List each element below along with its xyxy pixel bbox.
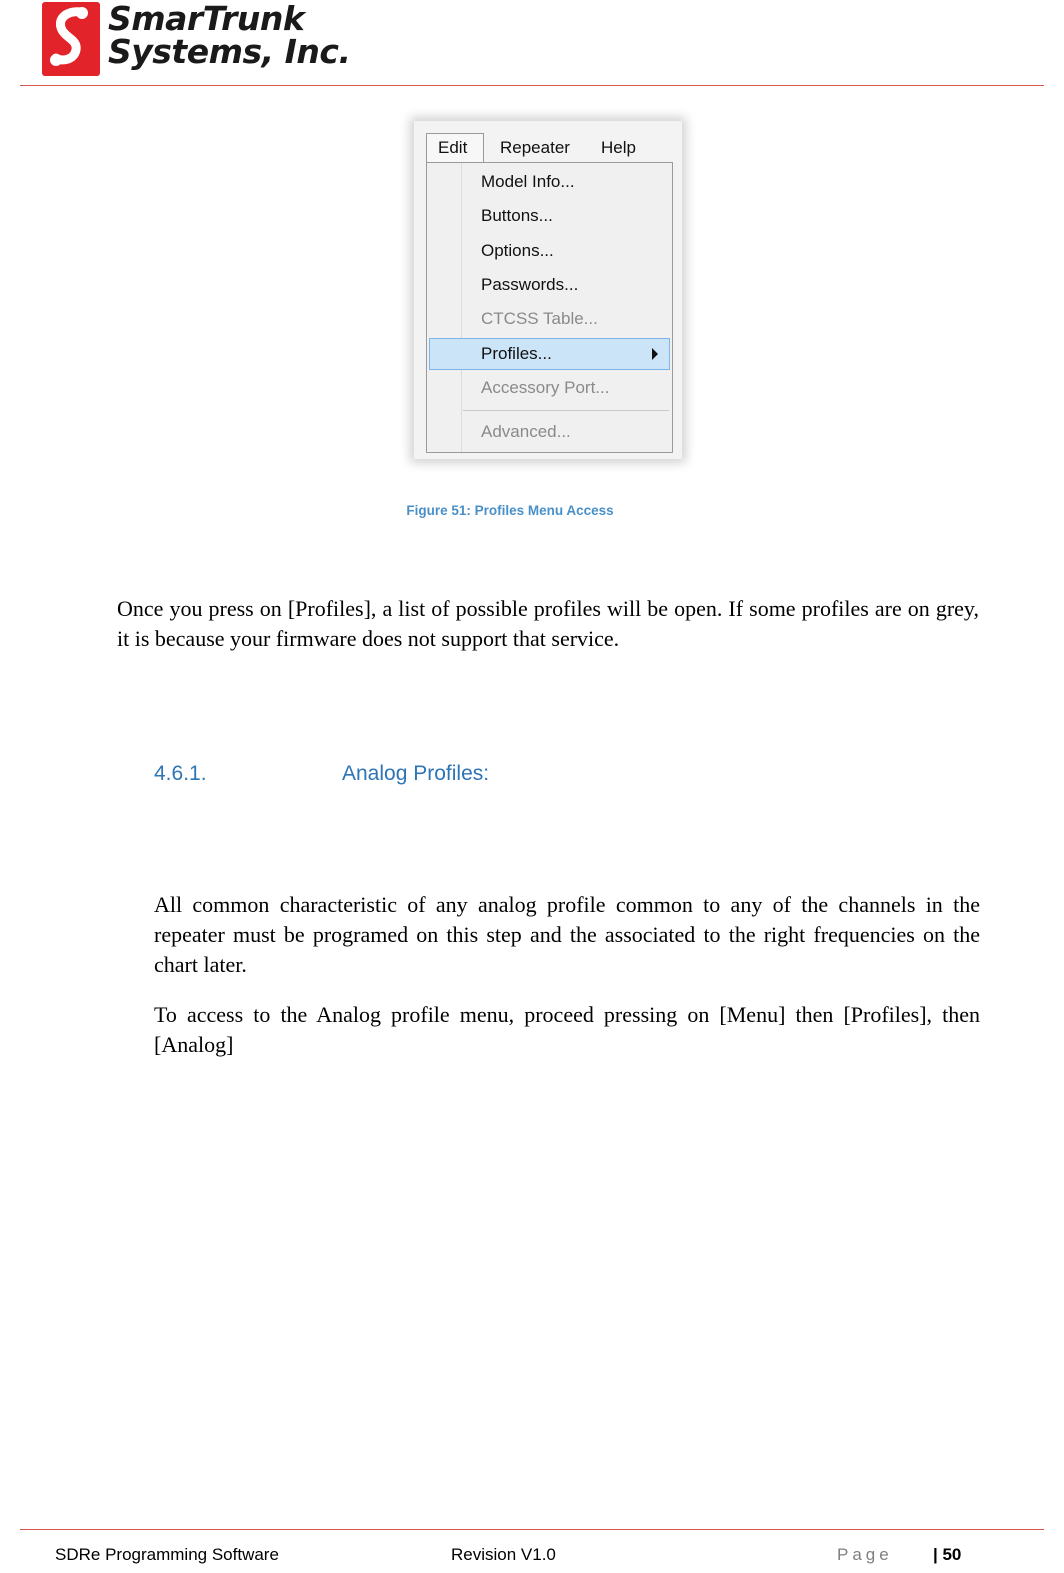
menu-item-passwords[interactable]: Passwords... (481, 275, 579, 294)
footer-page-label: Page (837, 1545, 893, 1564)
menubar-help[interactable]: Help (601, 138, 636, 157)
menu-item-buttons[interactable]: Buttons... (481, 206, 553, 225)
footer-document-title: SDRe Programming Software (55, 1545, 279, 1564)
paragraph-profiles-intro: Once you press on [Profiles], a list of possible profiles will be open. If some profiles are on grey, it is because your firmware does not support that service. (117, 596, 979, 651)
menu-item-options[interactable]: Options... (481, 241, 554, 260)
menu-screenshot (414, 121, 682, 459)
footer-revision: Revision V1.0 (451, 1545, 556, 1564)
footer-page-number: | 50 (933, 1545, 962, 1564)
menu-item-ctcss-table: CTCSS Table... (481, 309, 598, 328)
menu-item-profiles[interactable]: Profiles... (481, 344, 552, 363)
paragraph-analog-description: All common characteristic of any analog profile common to any of the channels in the repeater must be programed on this step and the associated to the right frequencies on the chart later. (154, 892, 980, 977)
menubar-repeater[interactable]: Repeater (500, 138, 570, 157)
footer-divider (20, 1529, 1044, 1530)
logo-text-line2: Systems, Inc. (108, 32, 351, 71)
menu-item-accessory-port: Accessory Port... (481, 378, 610, 397)
paragraph-analog-access: To access to the Analog profile menu, proceed pressing on [Menu] then [Profiles], then [Analog] (154, 1002, 980, 1057)
section-number: 4.6.1. (154, 762, 207, 785)
menubar-edit[interactable]: Edit (438, 138, 468, 157)
figure-caption: Figure 51: Profiles Menu Access (406, 503, 614, 518)
header-divider (20, 85, 1044, 86)
company-logo-icon (42, 2, 100, 76)
menu-gutter-divider (461, 163, 462, 452)
submenu-arrow-icon (652, 348, 658, 360)
edit-dropdown-menu (426, 162, 673, 453)
logo-text-line1: SmarTrunk (108, 0, 305, 38)
menu-item-model-info[interactable]: Model Info... (481, 172, 575, 191)
menu-separator (463, 410, 669, 411)
menu-item-advanced: Advanced... (481, 422, 571, 441)
section-title: Analog Profiles: (342, 762, 490, 785)
